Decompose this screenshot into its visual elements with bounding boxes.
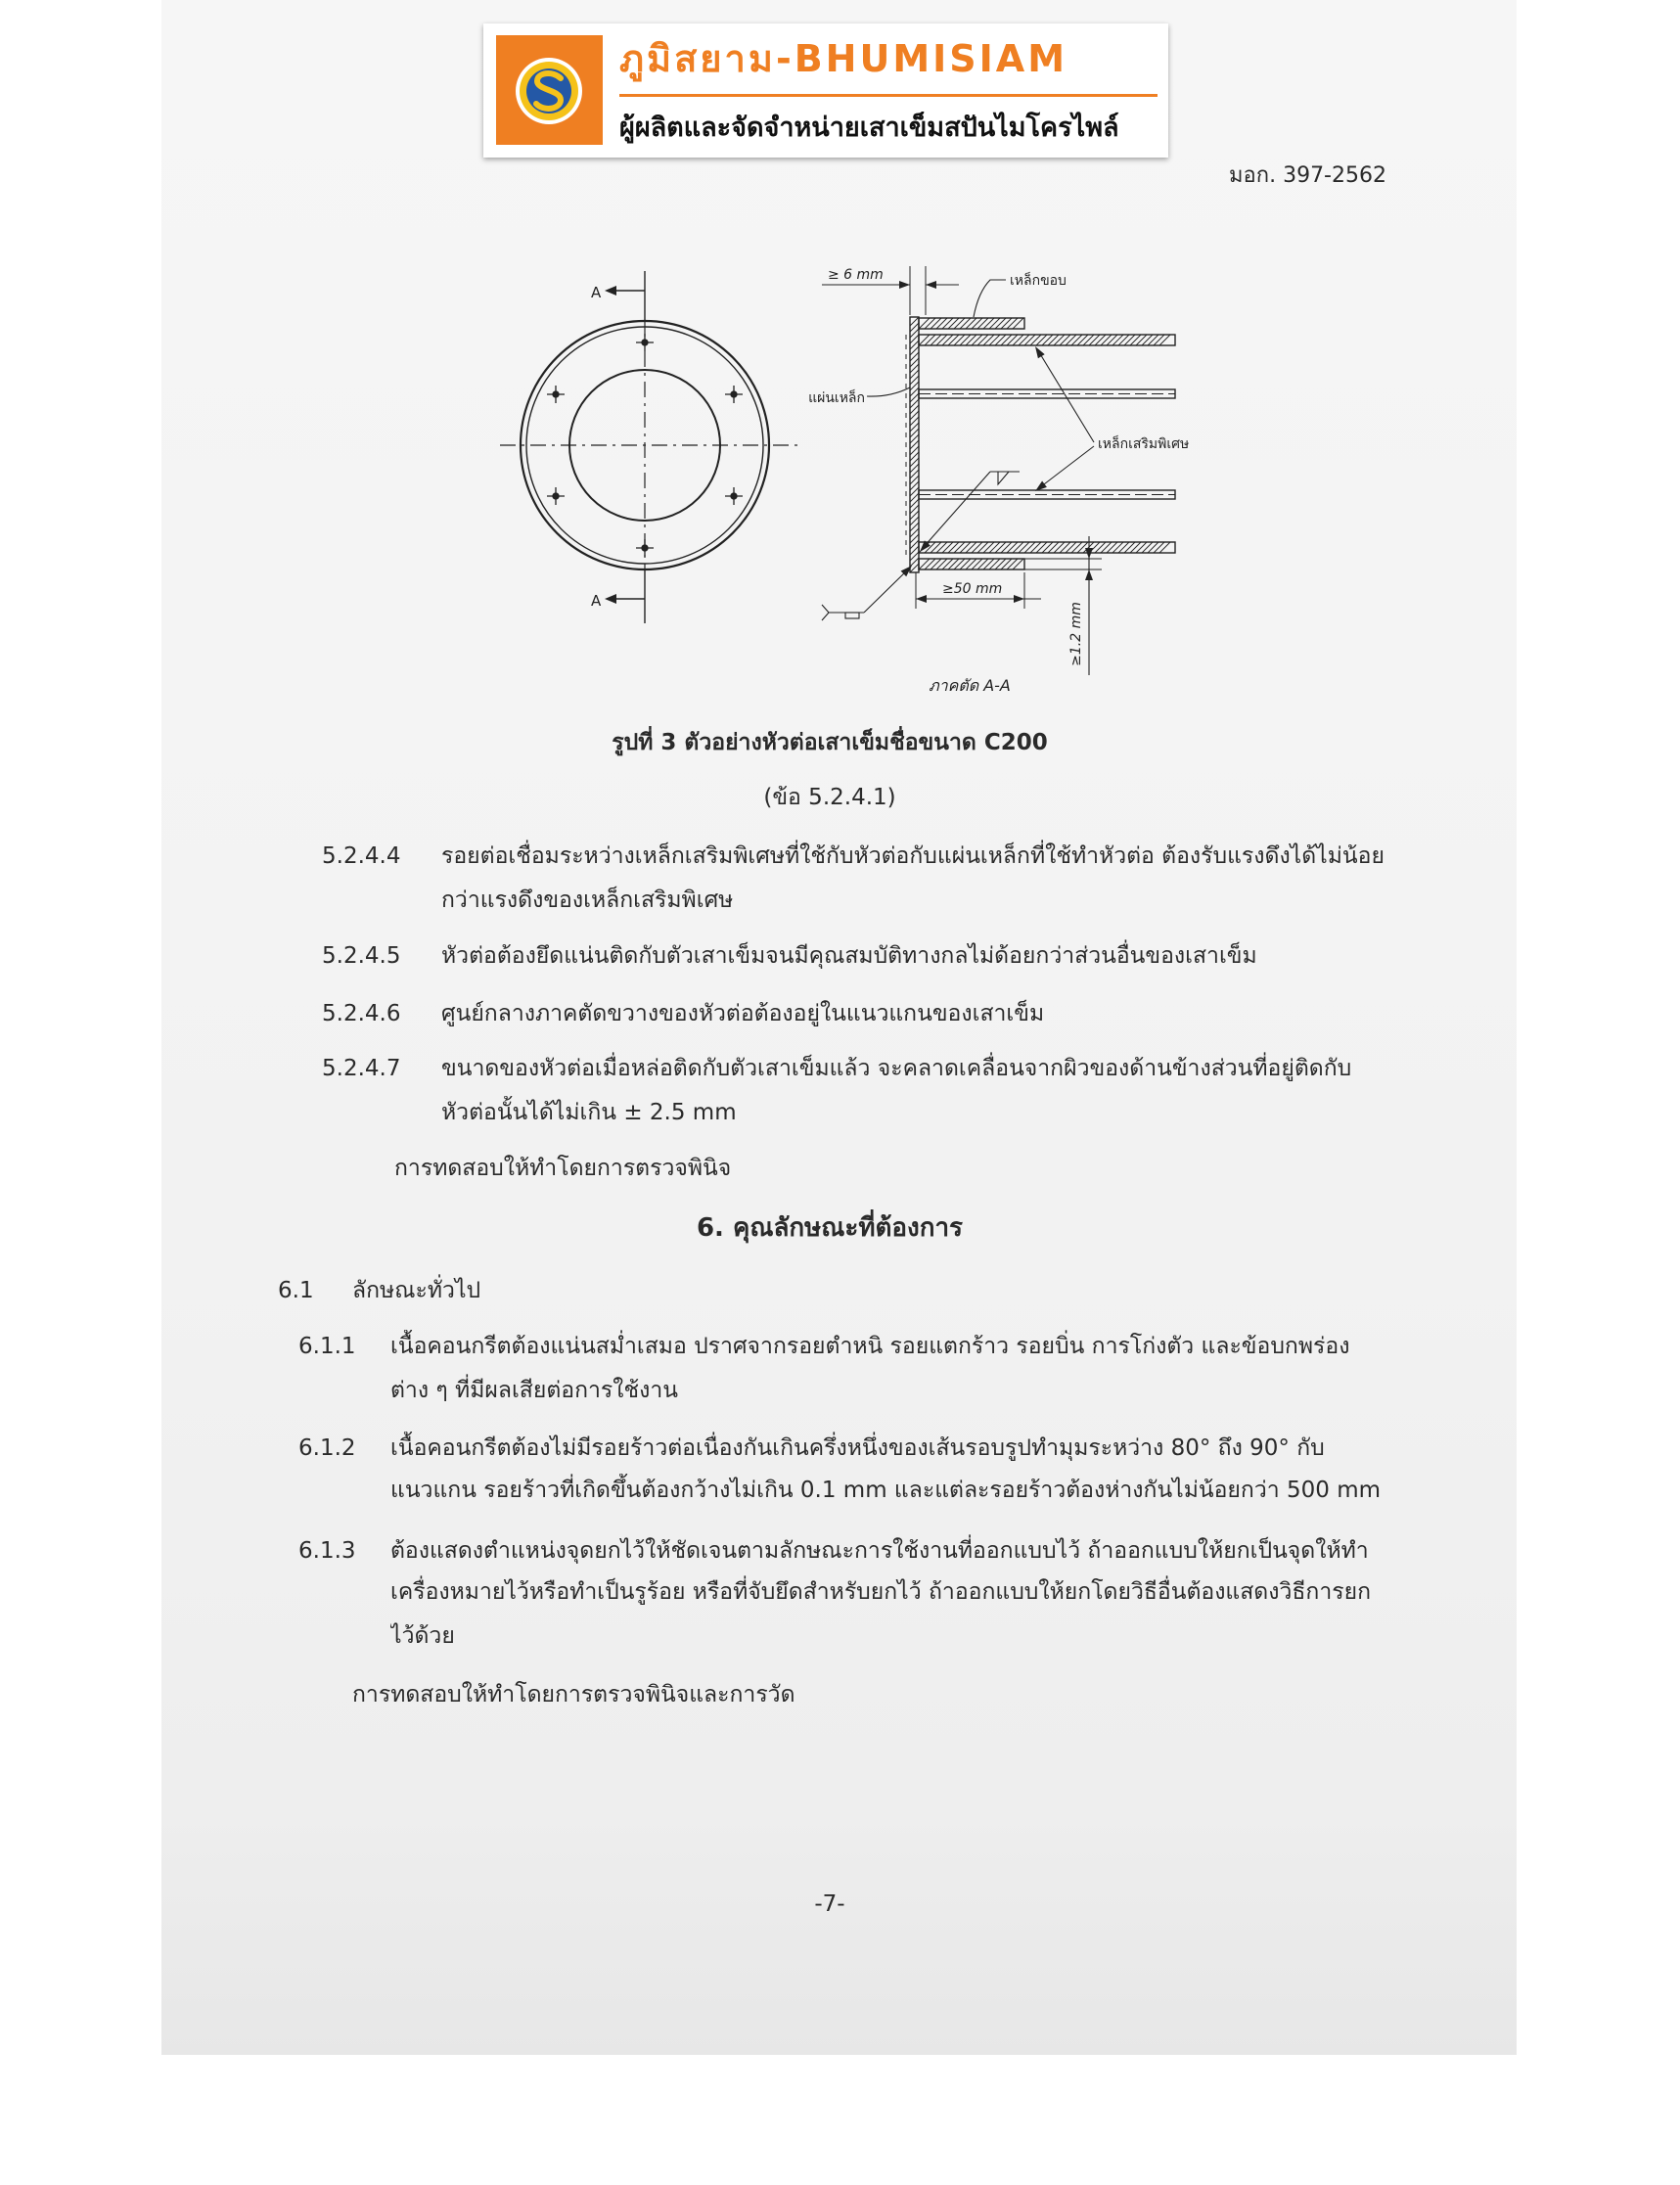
hatch-line <box>948 542 959 553</box>
hatch-line <box>919 335 930 345</box>
bolt-hole-marker <box>636 334 654 351</box>
hatch-line <box>1118 542 1129 553</box>
hatch-line <box>1159 542 1170 553</box>
min-length-label: ≥50 mm <box>942 581 1003 597</box>
hatch-line <box>936 318 947 329</box>
hatch-line <box>948 335 959 345</box>
hatch-line <box>931 559 941 569</box>
hatch-line <box>942 559 953 569</box>
special-rebar-label: เหล็กเสริมพิเศษ <box>1098 436 1190 452</box>
clause-text-line: กว่าแรงดึงของเหล็กเสริมพิเศษ <box>441 888 734 913</box>
brand-name: ภูมิสยาม-BHUMISIAM <box>619 37 1068 80</box>
hatch-line <box>1112 542 1123 553</box>
arrowhead-icon <box>926 281 936 289</box>
hatch-line <box>931 542 941 553</box>
hatch-line <box>1060 542 1070 553</box>
hatch-line <box>960 559 971 569</box>
hatch-line <box>931 335 941 345</box>
clause-text-line: ต้องแสดงตำแหน่งจุดยกไว้ให้ชัดเจนตามลักษณะการใช้งานที่ออกแบบไว้ ถ้าออกแบบให้ยกเป็นจุดให้ทำ <box>390 1538 1369 1564</box>
edge-steel-label: เหล็กขอบ <box>1010 273 1067 289</box>
hatch-line <box>960 542 971 553</box>
hatch-line <box>1107 542 1117 553</box>
special-rebar-leader <box>1040 446 1094 487</box>
steel-plate-label: แผ่นเหล็ก <box>808 390 865 406</box>
clause-text-line: ไว้ด้วย <box>390 1623 455 1649</box>
clause-title: ลักษณะทั่วไป <box>352 1278 481 1303</box>
steel-plate-leader <box>867 387 910 396</box>
arrowhead-icon <box>899 281 910 289</box>
hatch-line <box>1042 542 1053 553</box>
clause-number: 6.1.1 <box>298 1334 356 1359</box>
hatch-line <box>1101 335 1112 345</box>
hatch-line <box>1136 542 1147 553</box>
company-logo-banner <box>483 23 1168 158</box>
hatch-line <box>1024 542 1035 553</box>
hatch-line <box>954 335 965 345</box>
hatch-line <box>1071 542 1082 553</box>
hatch-line <box>983 318 994 329</box>
hatch-line <box>989 335 1000 345</box>
hatch-line <box>919 318 930 329</box>
hatch-line <box>1066 335 1076 345</box>
hatch-line <box>1007 542 1018 553</box>
arrowhead-icon <box>1035 346 1045 358</box>
hatch-line <box>925 559 935 569</box>
hatch-line <box>1019 542 1029 553</box>
arrowhead-icon <box>1014 595 1024 603</box>
weld-leader <box>864 569 908 613</box>
hatch-line <box>1083 335 1094 345</box>
clause-number: 6.1 <box>278 1278 314 1303</box>
clause-number: 6.1.2 <box>298 1435 356 1461</box>
hatch-line <box>1136 335 1147 345</box>
hatch-line <box>931 318 941 329</box>
min-edge-gap-label: ≥ 6 mm <box>828 267 884 283</box>
section-6-heading: 6. คุณลักษณะที่ต้องการ <box>696 1213 964 1243</box>
hatch-line <box>1030 335 1041 345</box>
hatch-line <box>1112 335 1123 345</box>
hatch-line <box>1007 335 1018 345</box>
hatch-line <box>954 559 965 569</box>
edge-steel-leader <box>974 280 1006 317</box>
hatch-line <box>966 318 976 329</box>
bhumisiam-logo-icon <box>496 35 603 145</box>
hatch-line <box>942 335 953 345</box>
hatch-line <box>1007 318 1018 329</box>
hatch-line <box>966 542 976 553</box>
hatch-line <box>1036 542 1047 553</box>
clause-text-line: เนื้อคอนกรีตต้องแน่นสม่ำเสมอ ปราศจากรอยตำหนิ รอยแตกร้าว รอยบิ่น การโก่งตัว และข้อบกพร่อง <box>390 1334 1350 1359</box>
figure-caption: รูปที่ 3 ตัวอย่างหัวต่อเสาเข็มชื่อขนาด C200 <box>612 730 1048 755</box>
min-thickness-label: ≥1.2 mm <box>1068 602 1084 666</box>
test-method-note: การทดสอบให้ทำโดยการตรวจพินิจ <box>394 1156 732 1181</box>
clause-text-line: หัวต่อต้องยึดแน่นติดกับตัวเสาเข็มจนมีคุณสมบัติทางกลไม่ด้อยกว่าส่วนอื่นของเสาเข็ม <box>441 943 1257 969</box>
hatch-line <box>983 542 994 553</box>
hatch-line <box>942 542 953 553</box>
hatch-line <box>977 542 988 553</box>
clause-text-line: ขนาดของหัวต่อเมื่อหล่อติดกับตัวเสาเข็มแล้ว จะคลาดเคลื่อนจากผิวของด้านข้างส่วนที่อยู่ติดกับ <box>441 1056 1352 1081</box>
bolt-hole-marker <box>636 539 654 557</box>
hatch-line <box>1013 335 1023 345</box>
arrowhead-icon <box>605 286 616 296</box>
hatch-line <box>948 559 959 569</box>
arrowhead-icon <box>605 594 616 604</box>
hatch-line <box>977 335 988 345</box>
bolt-hole-marker <box>725 386 743 403</box>
hatch-line <box>1030 542 1041 553</box>
figure-reference: (ข้อ 5.2.4.1) <box>763 785 896 810</box>
clause-text-line: แนวแกน รอยร้าวที่เกิดขึ้นต้องกว้างไม่เกิน 0.1 mm และแต่ละรอยร้าวต้องห่างกันไม่น้อยกว่า 500 mm <box>390 1478 1381 1503</box>
hatch-line <box>1089 335 1100 345</box>
hatch-line <box>1036 335 1047 345</box>
pile-joint-figure <box>489 254 1233 705</box>
hatch-line <box>1142 542 1153 553</box>
hatch-line <box>995 335 1006 345</box>
arrowhead-icon <box>916 595 927 603</box>
hatch-line <box>966 559 976 569</box>
bolt-hole-marker <box>547 386 565 403</box>
hatch-line <box>1154 542 1164 553</box>
hatch-line <box>1095 542 1106 553</box>
hatch-line <box>1019 335 1029 345</box>
hatch-line <box>1130 335 1141 345</box>
hatch-line <box>919 559 930 569</box>
brand-divider <box>619 94 1158 97</box>
fillet-weld-icon <box>998 472 1009 484</box>
hatch-line <box>1001 559 1012 569</box>
hatch-line <box>995 559 1006 569</box>
hatch-line <box>1001 542 1012 553</box>
section-title-label: ภาคตัด A-A <box>929 676 1011 695</box>
clause-text-line: หัวต่อนั้นได้ไม่เกิน ± 2.5 mm <box>441 1100 737 1125</box>
hatch-line <box>1066 542 1076 553</box>
hatch-line <box>942 318 953 329</box>
hatch-line <box>1130 542 1141 553</box>
clause-text-line: เนื้อคอนกรีตต้องไม่มีรอยร้าวต่อเนื่องกันเกินครึ่งหนึ่งของเส้นรอบรูปทำมุมระหว่าง 80° ถึง 90° กับ <box>390 1435 1325 1461</box>
standard-number: มอก. 397-2562 <box>1229 163 1386 188</box>
hatch-line <box>1101 542 1112 553</box>
hatch-line <box>1048 335 1059 345</box>
hatch-line <box>983 335 994 345</box>
hatch-line <box>989 318 1000 329</box>
hatch-line <box>954 318 965 329</box>
weld-tail <box>822 605 829 613</box>
clause-text-line: รอยต่อเชื่อมระหว่างเหล็กเสริมพิเศษที่ใช้กับหัวต่อกับแผ่นเหล็กที่ใช้ทำหัวต่อ ต้องรับแรงดึงได้ไม่น้อย <box>441 843 1385 869</box>
hatch-line <box>1054 542 1065 553</box>
hatch-line <box>1001 335 1012 345</box>
clause-number: 5.2.4.4 <box>322 843 401 869</box>
hatch-line <box>972 542 982 553</box>
hatch-line <box>1142 335 1153 345</box>
hatch-line <box>1013 542 1023 553</box>
hatch-line <box>966 335 976 345</box>
clause-text-line: ต่าง ๆ ที่มีผลเสียต่อการใช้งาน <box>390 1378 678 1403</box>
hatch-line <box>1013 559 1023 569</box>
hatch-line <box>925 335 935 345</box>
bolt-hole-marker <box>725 487 743 505</box>
hatch-line <box>1124 542 1135 553</box>
hatch-line <box>960 335 971 345</box>
weld-backing-icon <box>845 613 859 618</box>
hatch-line <box>954 542 965 553</box>
hatch-line <box>1060 335 1070 345</box>
hatch-line <box>1024 335 1035 345</box>
section-mark-bottom-label: A <box>591 592 602 610</box>
hatch-line <box>948 318 959 329</box>
hatch-line <box>1042 335 1053 345</box>
hatch-line <box>989 559 1000 569</box>
hatch-line <box>936 559 947 569</box>
hatch-line <box>1154 335 1164 345</box>
hatch-line <box>972 335 982 345</box>
hatch-line <box>995 318 1006 329</box>
page-number: -7- <box>814 1891 845 1917</box>
hatch-line <box>1148 542 1158 553</box>
hatch-line <box>1118 335 1129 345</box>
clause-number: 5.2.4.6 <box>322 1001 401 1026</box>
special-rebar-leader <box>1039 352 1094 442</box>
hatch-line <box>972 318 982 329</box>
hatch-line <box>1001 318 1012 329</box>
hatch-line <box>1124 335 1135 345</box>
hatch-line <box>1107 335 1117 345</box>
hatch-line <box>989 542 1000 553</box>
hatch-line <box>1048 542 1059 553</box>
hatch-line <box>1007 559 1018 569</box>
clause-text-line: เครื่องหมายไว้หรือทำเป็นรูร้อย หรือที่จับยึดสำหรับยกไว้ ถ้าออกแบบให้ยกโดยวิธีอื่นต้องแสดงวิธีการยก <box>390 1579 1372 1605</box>
clause-number: 5.2.4.5 <box>322 943 401 969</box>
arrowhead-icon <box>1085 569 1093 580</box>
weld-tail <box>822 613 829 620</box>
section-view <box>822 266 1175 675</box>
hatch-line <box>995 542 1006 553</box>
test-method-note: การทดสอบให้ทำโดยการตรวจพินิจและการวัด <box>352 1682 795 1707</box>
hatch-line <box>1159 335 1170 345</box>
clause-number: 5.2.4.7 <box>322 1056 401 1081</box>
hatch-line <box>1071 335 1082 345</box>
clause-text-line: ศูนย์กลางภาคตัดขวางของหัวต่อต้องอยู่ในแนวแกนของเสาเข็ม <box>441 1001 1045 1026</box>
hatch-line <box>936 542 947 553</box>
hatch-line <box>977 318 988 329</box>
hatch-line <box>1089 542 1100 553</box>
hatch-line <box>936 335 947 345</box>
hatch-line <box>1095 335 1106 345</box>
brand-tagline: ผู้ผลิตและจัดจำหน่ายเสาเข็มสปันไมโครไพล์ <box>619 113 1119 143</box>
hatch-line <box>1013 318 1023 329</box>
hatch-line <box>977 559 988 569</box>
plan-view <box>500 271 801 623</box>
hatch-line <box>925 318 935 329</box>
hatch-line <box>960 318 971 329</box>
hatch-line <box>1077 335 1088 345</box>
clause-number: 6.1.3 <box>298 1538 356 1564</box>
bolt-hole-marker <box>547 487 565 505</box>
hatch-line <box>972 559 982 569</box>
hatch-line <box>1148 335 1158 345</box>
section-mark-top-label: A <box>591 284 602 301</box>
hatch-line <box>1054 335 1065 345</box>
weld-leader <box>924 472 990 547</box>
hatch-line <box>983 559 994 569</box>
